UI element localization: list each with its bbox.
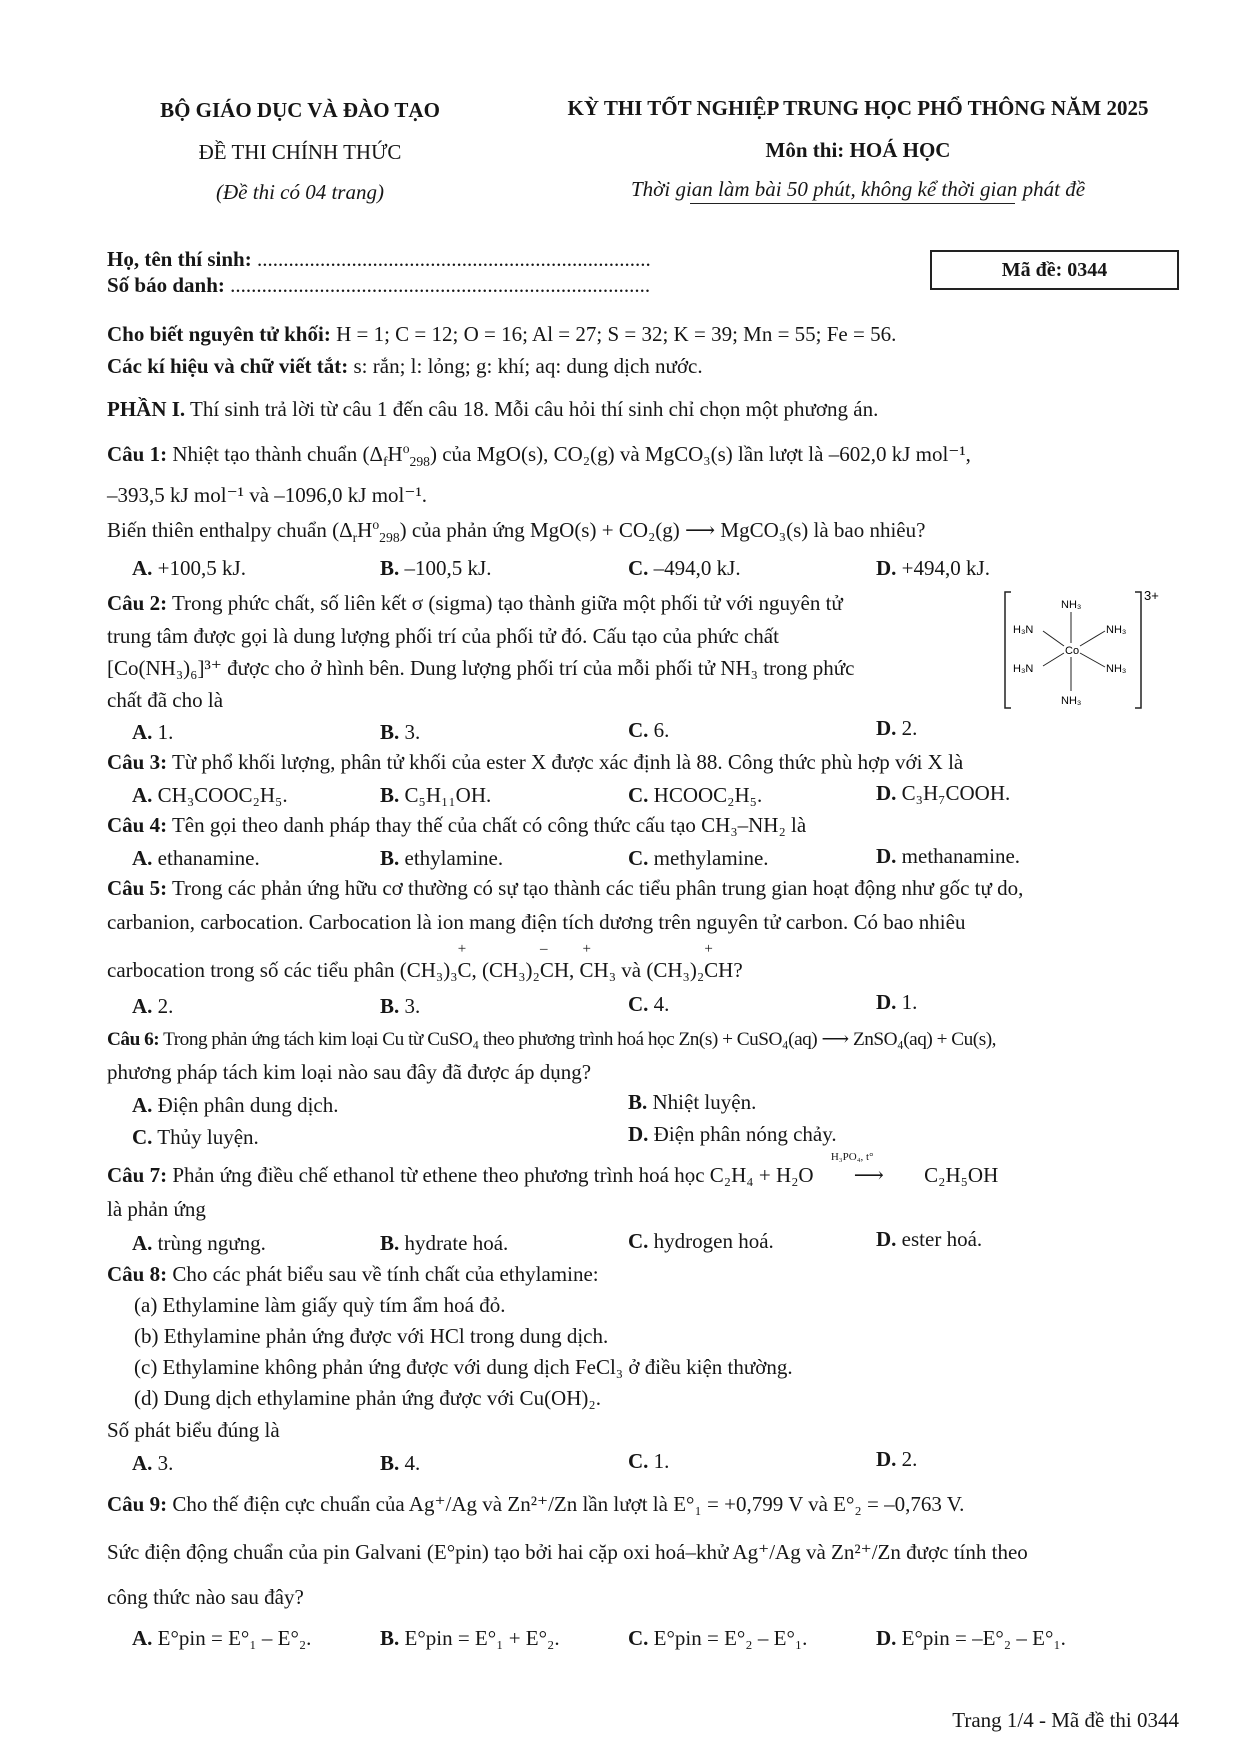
q3-option-a[interactable]: A. CH₃COOC₂H₅. [132,783,288,807]
q2-label: Câu 2: [107,591,168,615]
q5-text3: carbocation trong số các tiểu phân [107,958,395,982]
q3-label: Câu 3: [107,750,168,774]
species-1: (CH₃)₃C + [399,941,472,982]
q9-option-c[interactable]: C. E°pin = E°₂ – E°₁. [628,1626,808,1650]
ligand-bottom: NH₃ [1061,695,1082,707]
q3-line [107,750,963,775]
id-dots: ................................................................................ [230,273,651,297]
q5-text1: Trong các phản ứng hữu cơ thường có sự tạo thành các tiểu phân trung gian hoạt động như gốc tự do, [171,876,1024,900]
q8-statement-c: (c) Ethylamine không phản ứng được với dung dịch FeCl₃ ở điều kiện thường. [134,1355,793,1379]
q9-line3: công thức nào sau đây? [107,1585,304,1609]
time-underline [690,203,1015,204]
q1-option-b[interactable]: B. –100,5 kJ. [380,556,492,580]
q2-option-b[interactable]: B. 3. [380,720,421,744]
exam-title: KỲ THI TỐT NGHIỆP TRUNG HỌC PHỔ THÔNG NĂM 2025 [567,96,1149,120]
q8-ask: Số phát biểu đúng là [107,1418,280,1442]
page-footer: Trang 1/4 - Mã đề thi 0344 [952,1708,1179,1732]
q5-line2: carbanion, carbocation. Carbocation là ion mang điện tích dương trên nguyên tử carbon. Có bao nhiêu [107,910,966,934]
q4-option-d[interactable]: D. methanamine. [876,844,1021,868]
ligand-top: NH₃ [1061,599,1082,611]
id-label: Số báo danh: [107,273,225,297]
abbreviations [107,354,703,379]
atomic-label: Cho biết nguyên tử khối: [107,322,331,346]
ministry-name: BỘ GIÁO DỤC VÀ ĐÀO TẠO [160,98,440,122]
q8-statement-b: (b) Ethylamine phản ứng được với HCl trong dung dịch. [134,1324,609,1348]
q1-line1 [107,441,971,470]
q7-product: C₂H₅OH [924,1163,999,1187]
q6-line1 [107,1028,996,1051]
q2-option-c[interactable]: C. 6. [628,718,670,742]
q9-option-a[interactable]: A. E°pin = E°₁ – E°₂. [132,1626,312,1650]
q4-label: Câu 4: [107,813,168,837]
q7-option-d[interactable]: D. ester hoá. [876,1227,983,1251]
q6-label: Câu 6: [107,1029,160,1050]
q9-text1: Cho thế điện cực chuẩn của Ag⁺/Ag và Zn²⁺/Zn lần lượt là E°₁ = +0,799 V và E°₂ = –0,763 V. [172,1492,965,1516]
q2-line1 [107,591,843,616]
q3-text: Từ phổ khối lượng, phân tử khối của ester X được xác định là 88. Công thức phù hợp với X là [171,750,964,774]
q6-option-d[interactable]: D. Điện phân nóng chảy. [628,1122,837,1146]
species-2: (CH₃)₂CH – [482,941,570,982]
q4-text: Tên gọi theo danh pháp thay thế của chất có công thức cấu tạo CH₃–NH₂ là [171,813,807,837]
q5-option-b[interactable]: B. 3. [380,994,421,1018]
q1-option-a[interactable]: A. +100,5 kJ. [132,556,246,580]
q1-label: Câu 1: [107,442,168,466]
q1-line3 [107,517,926,546]
candidate-name-row [107,247,651,272]
q8-label: Câu 8: [107,1262,168,1286]
ligand-right-bottom: NH₃ [1106,663,1127,675]
atomic-masses [107,322,896,347]
q6-option-c[interactable]: C. Thủy luyện. [132,1125,259,1149]
q8-option-a[interactable]: A. 3. [132,1451,174,1475]
q7-arrow: H₃PO₄, t° ⟶ [830,1151,884,1187]
q1-text-a: Nhiệt tạo thành chuẩn ( [172,442,370,466]
q2-line3: [Co(NH₃)₆]³⁺ được cho ở hình bên. Dung lượng phối trí của mỗi phối tử NH₃ trong phức [107,656,855,680]
q5-option-c[interactable]: C. 4. [628,992,670,1016]
official-label: ĐỀ THI CHÍNH THỨC [198,140,402,164]
q4-option-c[interactable]: C. methylamine. [628,846,769,870]
q1-text-b: ) của MgO(s), CO₂(g) và MgCO₃(s) lần lượt là –602,0 kJ mol⁻¹, [429,442,971,466]
q6-option-a[interactable]: A. Điện phân dung dịch. [132,1093,339,1117]
q2-line4: chất đã cho là [107,688,224,712]
q1-option-d[interactable]: D. +494,0 kJ. [876,556,990,580]
q7-option-b[interactable]: B. hydrate hoá. [380,1231,509,1255]
q7-option-c[interactable]: C. hydrogen hoá. [628,1229,774,1253]
ligand-right-top: NH₃ [1106,624,1127,636]
species-3: CH₃ + [579,941,617,982]
q1-option-c[interactable]: C. –494,0 kJ. [628,556,741,580]
q9-line1 [107,1492,964,1517]
q7-text1: Phản ứng điều chế ethanol từ ethene theo phương trình hoá học C₂H₄ + H₂O [172,1163,814,1187]
q3-option-d[interactable]: D. C₃H₇COOH. [876,781,1011,805]
q8-option-b[interactable]: B. 4. [380,1451,421,1475]
exam-code-box: Mã đề: 0344 [930,250,1179,290]
q4-option-a[interactable]: A. ethanamine. [132,846,260,870]
q8-statement-a: (a) Ethylamine làm giấy quỳ tím ẩm hoá đỏ. [134,1293,506,1317]
q1-line2: –393,5 kJ mol⁻¹ và –1096,0 kJ mol⁻¹. [107,483,428,507]
q9-line2: Sức điện động chuẩn của pin Galvani (E°pin) tạo bởi hai cặp oxi hoá–khử Ag⁺/Ag và Zn²⁺/Zn được tính theo [107,1540,1028,1564]
q2-option-a[interactable]: A. 1. [132,720,174,744]
abbrev-text: s: rắn; l: lỏng; g: khí; aq: dung dịch nước. [353,354,703,378]
q5-option-a[interactable]: A. 2. [132,994,174,1018]
q5-line3: carbocation trong số các tiểu phân (CH₃)₃C + , (CH₃)₂CH – , CH₃ + và (CH₃)₂CH + ? [107,941,743,982]
q4-option-b[interactable]: B. ethylamine. [380,846,504,870]
q8-intro-text: Cho các phát biểu sau về tính chất của ethylamine: [172,1262,599,1286]
part1-instruction [107,397,878,422]
q6-option-b[interactable]: B. Nhiệt luyện. [628,1090,757,1114]
q4-line [107,813,806,838]
q9-option-b[interactable]: B. E°pin = E°₁ + E°₂. [380,1626,560,1650]
q9-label: Câu 9: [107,1492,168,1516]
cobalt-complex-structure [1003,590,1173,710]
q1-symbol-r: $\Delta_rH^o_{298}$ [339,517,400,546]
q7-label: Câu 7: [107,1163,168,1187]
q5-label: Câu 5: [107,876,168,900]
q2-option-d[interactable]: D. 2. [876,716,918,740]
time-note: Thời gian làm bài 50 phút, không kể thời gian phát đề [630,177,1086,201]
q8-statement-d: (d) Dung dịch ethylamine phản ứng được với Cu(OH)₂. [134,1386,601,1410]
candidate-id-row [107,273,650,298]
q5-line1 [107,876,1023,901]
ligand-left-bottom: H₃N [1013,663,1034,675]
q7-option-a[interactable]: A. trùng ngưng. [132,1231,266,1255]
central-atom: Co [1065,645,1080,657]
q2-text1: Trong phức chất, số liên kết σ (sigma) tạo thành giữa một phối tử với nguyên tử [171,591,843,615]
ligand-left-top: H₃N [1013,624,1034,636]
q5-and: và [621,958,642,982]
q7-line2: là phản ứng [107,1197,206,1221]
q8-option-d[interactable]: D. 2. [876,1447,918,1471]
part1-text: Thí sinh trả lời từ câu 1 đến câu 18. Mỗi câu hỏi thí sinh chỉ chọn một phương án. [190,397,879,421]
q1-symbol-f: $\Delta_fH^o_{298}$ [369,441,430,470]
q8-option-c[interactable]: C. 1. [628,1449,670,1473]
q3-option-b[interactable]: B. C₅H₁₁OH. [380,783,492,807]
species-4: (CH₃)₂CH + [646,941,734,982]
q1-text-d: ) của phản ứng MgO(s) + CO₂(g) ⟶ MgCO₃(s) là bao nhiêu? [399,518,926,542]
subject: Môn thi: HOÁ HỌC [765,138,951,162]
q3-option-c[interactable]: C. HCOOC₂H₅. [628,783,763,807]
q5-option-d[interactable]: D. 1. [876,990,918,1014]
q2-line2: trung tâm được gọi là dung lượng phối trí của phối tử đó. Cấu tạo của phức chất [107,624,779,648]
q7-line1 [107,1151,999,1188]
q7-catalyst: H₃PO₄, t° [830,1151,874,1163]
name-label: Họ, tên thí sinh: [107,247,252,271]
atomic-values: H = 1; C = 12; O = 16; Al = 27; S = 32; K = 39; Mn = 55; Fe = 56. [336,322,897,346]
q6-line2: phương pháp tách kim loại nào sau đây đã được áp dụng? [107,1060,592,1084]
abbrev-label: Các kí hiệu và chữ viết tắt: [107,354,349,378]
part1-label: PHẦN I. [107,397,186,421]
q9-option-d[interactable]: D. E°pin = –E°₂ – E°₁. [876,1626,1066,1650]
q1-text-c: Biến thiên enthalpy chuẩn ( [107,518,340,542]
pages-note: (Đề thi có 04 trang) [216,180,384,204]
complex-charge: 3+ [1144,590,1159,603]
q8-intro [107,1262,599,1287]
q6-text1: Trong phản ứng tách kim loại Cu từ CuSO₄ theo phương trình hoá học Zn(s) + CuSO₄(aq) ⟶ ZnSO₄(aq) + Cu(s), [163,1029,996,1050]
name-dots: ........................................................................... [256,247,651,271]
